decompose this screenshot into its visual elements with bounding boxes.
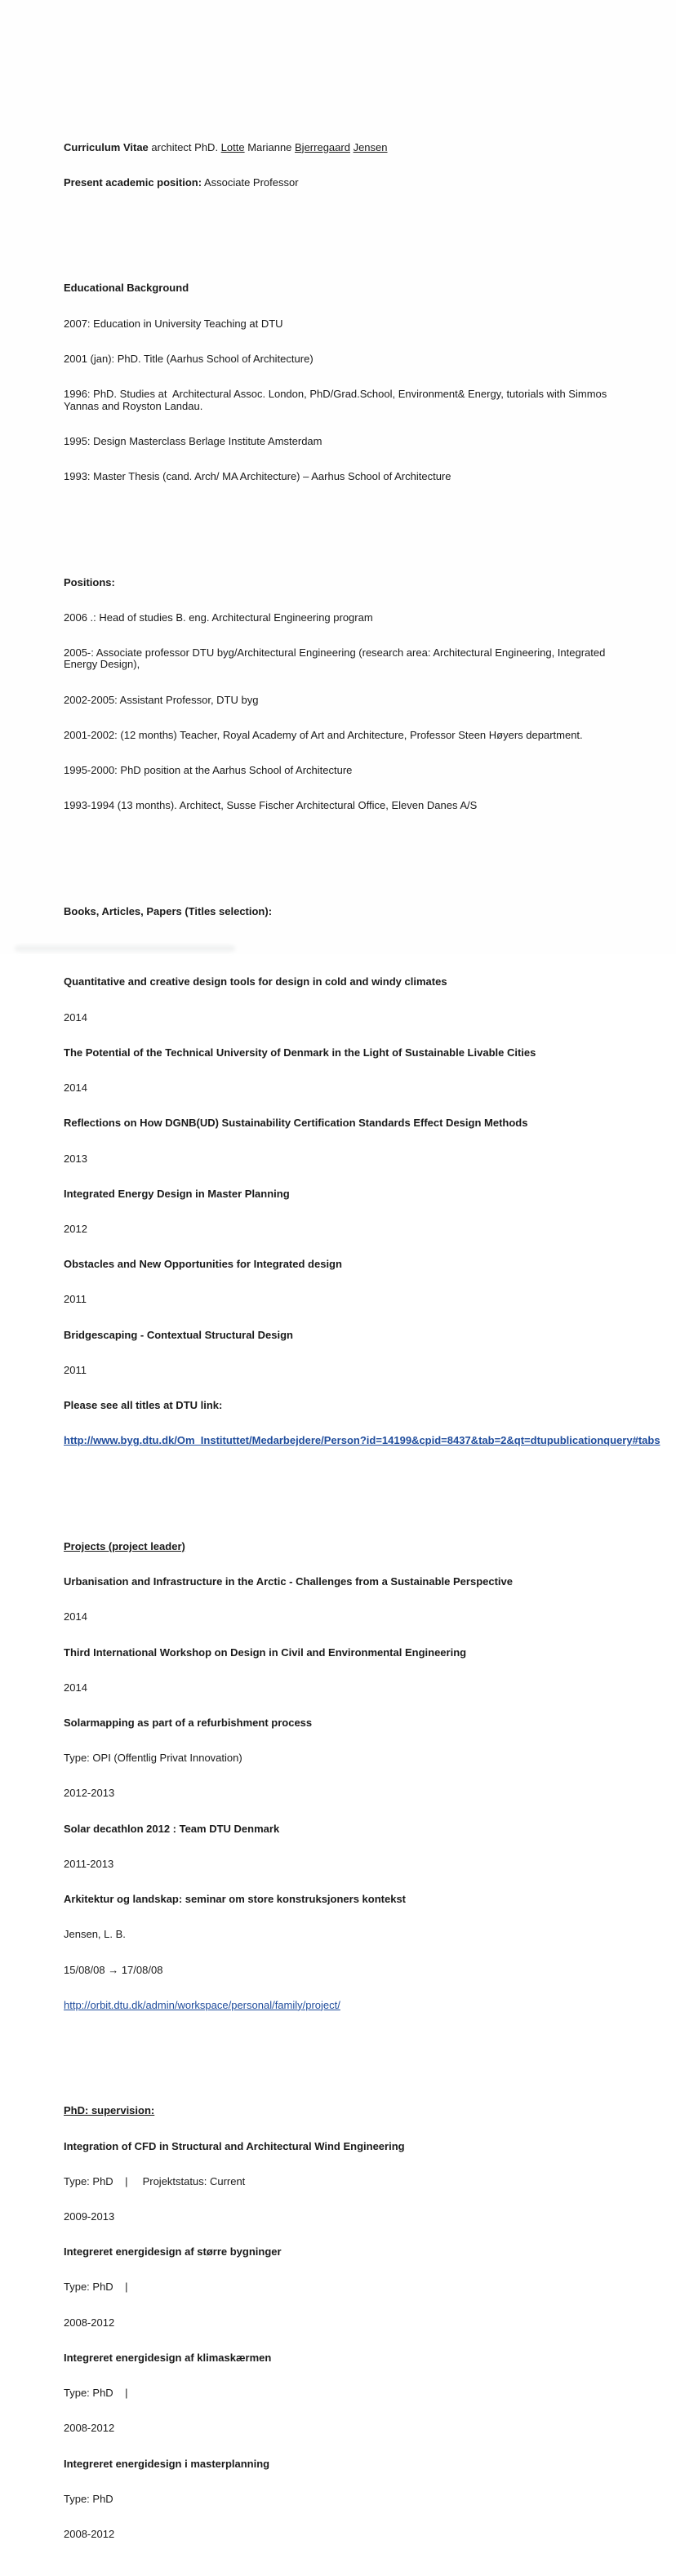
publication-title: Obstacles and New Opportunities for Integrated design: [64, 1258, 342, 1271]
publication-title: Bridgescaping - Contextual Structural Design: [64, 1328, 293, 1341]
project-title: Arkitektur og landskap: seminar om store konstruksjoners kontekst: [64, 1893, 407, 1906]
academic-position-line: [64, 177, 611, 189]
blank-line: [64, 224, 611, 235]
position-item: 2006 .: Head of studies B. eng. Architectural Engineering program: [64, 611, 373, 624]
projects-heading: Projects (project leader): [64, 1539, 185, 1552]
education-item: 1993: Master Thesis (cand. Arch/ MA Architecture) – Aarhus School of Architecture: [64, 469, 451, 482]
publication-year: 2011: [64, 1363, 87, 1376]
position-item: 1993-1994 (13 months). Architect, Susse Fischer Architectural Office, Eleven Danes A/S: [64, 799, 478, 812]
project-author: Jensen, L. B.: [64, 1928, 126, 1941]
phd-project-title: Integreret energidesign af klimaskærmen: [64, 2351, 272, 2364]
project-title: Solar decathlon 2012 : Team DTU Denmark: [64, 1822, 280, 1835]
publication-year: 2013: [64, 1152, 87, 1165]
position-item: 2005-: Associate professor DTU byg/Architectural Engineering (research area: Architectural Engineering, Integrated Energy Design),: [64, 646, 608, 671]
blank-line: [64, 847, 611, 859]
education-item: 2007: Education in University Teaching at DTU: [64, 317, 283, 330]
publications-heading: Books, Articles, Papers (Titles selection):: [64, 904, 273, 917]
publication-year: 2014: [64, 1010, 87, 1024]
publication-title: Quantitative and creative design tools for design in cold and windy climates: [64, 975, 447, 988]
academic-position-label: Present academic position:: [64, 175, 202, 189]
education-item: 1995: Design Masterclass Berlage Institute Amsterdam: [64, 434, 322, 447]
phd-project-title: Integration of CFD in Structural and Architectural Wind Engineering: [64, 2139, 405, 2152]
dtu-link-line: [64, 1434, 660, 1447]
phd-project-title: Integreret energidesign i masterplanning: [64, 2457, 270, 2470]
blank-line: [64, 1482, 611, 1494]
phd-project-meta: Type: PhD |: [64, 2281, 128, 2294]
position-item: 2001-2002: (12 months) Teacher, Royal Academy of Art and Architecture, Professor Steen Høyers department.: [64, 728, 583, 741]
publication-year: 2014: [64, 1081, 87, 1095]
phd-project-meta: Type: PhD | Projektstatus: Current: [64, 2174, 246, 2187]
project-year: 2014: [64, 1610, 87, 1623]
academic-position-value: Associate Professor: [202, 175, 299, 189]
phd-project-title: Integreret energidesign af større bygninger: [64, 2245, 282, 2258]
blank-line: [64, 518, 611, 530]
name-first: Lotte: [220, 140, 245, 153]
project-year: 2011-2013: [64, 1857, 114, 1870]
positions-heading: Positions:: [64, 575, 115, 588]
position-item: 1995-2000: PhD position at the Aarhus School of Architecture: [64, 764, 353, 777]
publication-title: The Potential of the Technical University of Denmark in the Light of Sustainable Livable Cities: [64, 1046, 536, 1059]
project-year: 2012-2013: [64, 1787, 115, 1800]
phd-project-meta: Type: PhD: [64, 2492, 113, 2505]
project-type: Type: OPI (Offentlig Privat Innovation): [64, 1752, 242, 1765]
orbit-project-link[interactable]: http://orbit.dtu.dk/admin/workspace/personal/family/project/: [64, 1998, 340, 2011]
phd-project-years: 2008-2012: [64, 2528, 115, 2540]
phd-project-years: 2008-2012: [64, 2316, 115, 2329]
phd-project-years: 2009-2013: [64, 2210, 115, 2223]
cv-subtitle: architect PhD.: [148, 140, 221, 153]
name-surname-1: Bjerregaard: [295, 140, 350, 153]
name-surname-2: Jensen: [353, 140, 388, 153]
phd-project-meta: Type: PhD |: [64, 2387, 128, 2400]
cv-title: Curriculum Vitae: [64, 140, 149, 153]
education-heading: Educational Background: [64, 282, 189, 295]
education-item: 2001 (jan): PhD. Title (Aarhus School of Architecture): [64, 352, 314, 365]
phd-project-years: 2008-2012: [64, 2422, 115, 2435]
project-title: Solarmapping as part of a refurbishment process: [64, 1716, 313, 1729]
project-title: Urbanisation and Infrastructure in the Arctic - Challenges from a Sustainable Perspective: [64, 1575, 513, 1588]
education-item: 1996: PhD. Studies at Architectural Assoc. London, PhD/Grad.School, Environment& Energy, tutorials with Simmos Yannas and Royston Landau.: [64, 388, 610, 412]
publication-title: Integrated Energy Design in Master Planning: [64, 1187, 290, 1200]
project-year: 2014: [64, 1681, 87, 1694]
phd-supervision-heading: PhD: supervision:: [64, 2104, 155, 2117]
name-middle: Marianne: [244, 140, 296, 153]
blank-line: [64, 2046, 611, 2058]
publication-year: 2012: [64, 1222, 87, 1235]
orbit-link-line: [64, 2000, 611, 2011]
scan-bleed-artifact: [15, 945, 235, 952]
cv-title-line: [64, 142, 611, 153]
dtu-link-label: Please see all titles at DTU link:: [64, 1399, 223, 1412]
cv-content: [64, 95, 660, 2576]
position-item: 2002-2005: Assistant Professor, DTU byg: [64, 693, 259, 706]
publication-title: Reflections on How DGNB(UD) Sustainability Certification Standards Effect Design Methods: [64, 1117, 528, 1130]
dtu-publications-link[interactable]: http://www.byg.dtu.dk/Om_Instituttet/Medarbejdere/Person?id=14199&cpid=8437&tab=2&qt=dtupublicationquery#tabs: [64, 1434, 660, 1447]
project-title: Third International Workshop on Design in Civil and Environmental Engineering: [64, 1646, 467, 1659]
project-dates: 15/08/08 → 17/08/08: [64, 1963, 163, 1976]
publication-year: 2011: [64, 1293, 87, 1306]
